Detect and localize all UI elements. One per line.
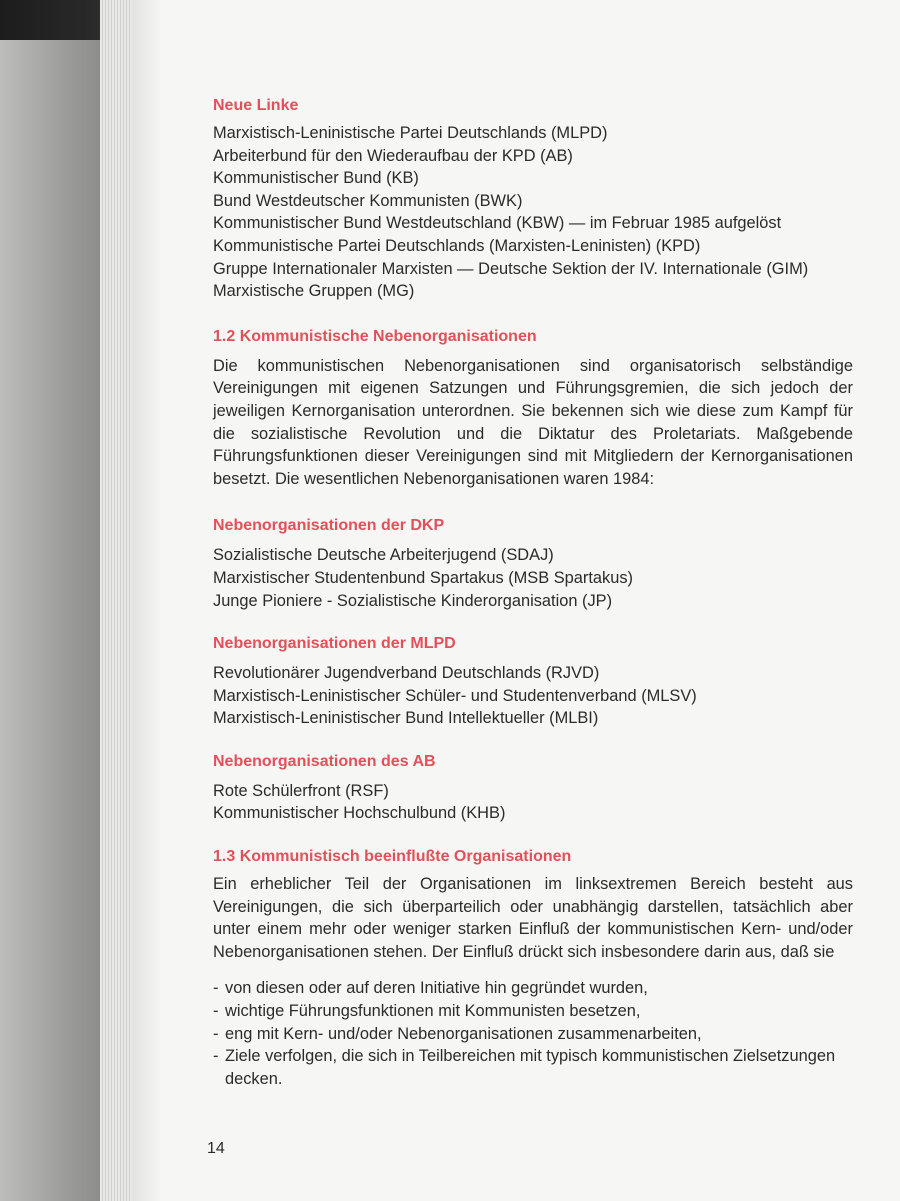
list-item: Kommunistischer Hochschulbund (KHB)	[213, 804, 506, 823]
section-1-3	[213, 845, 853, 1090]
list-item: Kommunistischer Bund (KB)	[213, 169, 419, 188]
page-edges	[100, 0, 132, 1201]
dkp-section	[213, 514, 853, 612]
dkp-heading: Nebenorganisationen der DKP	[213, 517, 445, 535]
page-content	[213, 94, 853, 1090]
list-item: Revolutionärer Jugendverband Deutschlands (RJVD)	[213, 664, 600, 683]
section-1-3-paragraph: Ein erheblicher Teil der Organisationen im linksextremen Bereich besteht aus Vereinigungen, die sich überparteilich oder unabhängig darstellen, tatsächlich aber unter einem mehr oder weniger starken Einfluß der kommunistischen Kern- und/oder Nebenorganisationen stehen. Der Einfluß drückt sich insbesondere darin aus, daß sie	[213, 875, 853, 961]
bullet-marker: -	[213, 1047, 219, 1066]
bullet-text: Ziele verfolgen, die sich in Teilbereichen mit typisch kommunistischen Zielsetzungen decken.	[225, 1047, 836, 1088]
page-number: 14	[207, 1140, 225, 1157]
list-item: Bund Westdeutscher Kommunisten (BWK)	[213, 191, 523, 210]
bullet-item	[213, 977, 853, 1000]
mlpd-list	[213, 662, 853, 730]
mlpd-heading: Nebenorganisationen der MLPD	[213, 635, 456, 653]
list-item: Kommunistische Partei Deutschlands (Marxisten-Leninisten) (KPD)	[213, 236, 701, 255]
neue-linke-list	[213, 122, 853, 303]
list-item: Sozialistische Deutsche Arbeiterjugend (SDAJ)	[213, 546, 554, 565]
neue-linke-heading: Neue Linke	[213, 97, 299, 114]
list-item: Marxistische Gruppen (MG)	[213, 282, 415, 301]
bullet-marker: -	[213, 979, 219, 998]
list-item: Marxistisch-Leninistischer Schüler- und Studentenverband (MLSV)	[213, 686, 697, 705]
bullet-item	[213, 1045, 853, 1090]
section-1-3-heading: 1.3 Kommunistisch beeinflußte Organisationen	[213, 848, 572, 866]
book-spine	[0, 0, 100, 1201]
bullet-marker: -	[213, 1002, 219, 1021]
bullet-text: eng mit Kern- und/oder Nebenorganisationen zusammenarbeiten,	[225, 1024, 702, 1043]
list-item: Kommunistischer Bund Westdeutschland (KBW) — im Februar 1985 aufgelöst	[213, 214, 782, 233]
section-1-2-heading: 1.2 Kommunistische Nebenorganisationen	[213, 327, 537, 345]
ab-section	[213, 750, 853, 825]
mlpd-section	[213, 632, 853, 730]
bullet-marker: -	[213, 1024, 219, 1043]
gutter-shadow	[132, 0, 162, 1201]
bullet-item	[213, 1000, 853, 1023]
list-item: Arbeiterbund für den Wiederaufbau der KPD (AB)	[213, 146, 573, 165]
section-1-3-bullets	[213, 977, 853, 1090]
list-item: Rote Schülerfront (RSF)	[213, 781, 389, 800]
list-item: Gruppe Internationaler Marxisten — Deutsche Sektion der IV. Internationale (GIM)	[213, 259, 809, 278]
dkp-list	[213, 544, 853, 612]
neue-linke-section	[213, 94, 853, 303]
list-item: Junge Pioniere - Sozialistische Kinderorganisation (JP)	[213, 591, 613, 610]
ab-list	[213, 780, 853, 825]
ab-heading: Nebenorganisationen des AB	[213, 752, 436, 770]
bullet-item	[213, 1023, 853, 1046]
list-item: Marxistischer Studentenbund Spartakus (MSB Spartakus)	[213, 568, 633, 587]
section-1-2-paragraph: Die kommunistischen Nebenorganisationen sind organisatorisch selbständige Vereinigungen mit eigenen Satzungen und Führungsgremien, die sich jedoch der jeweiligen Kernorganisation unterordnen. Sie bekennen sich wie diese zum Kampf für die sozialistische Revolution und die Diktatur des Proletariats. Maßgebende Führungsfunktionen dieser Vereinigungen sind mit Mitgliedern der Kernorganisationen besetzt. Die wesentlichen Nebenorganisationen waren 1984:	[213, 356, 853, 488]
bullet-text: von diesen oder auf deren Initiative hin gegründet wurden,	[225, 979, 648, 998]
bullet-text: wichtige Führungsfunktionen mit Kommunisten besetzen,	[225, 1002, 641, 1021]
list-item: Marxistisch-Leninistischer Bund Intellektueller (MLBI)	[213, 709, 599, 728]
section-1-2	[213, 325, 853, 491]
list-item: Marxistisch-Leninistische Partei Deutschlands (MLPD)	[213, 124, 608, 142]
